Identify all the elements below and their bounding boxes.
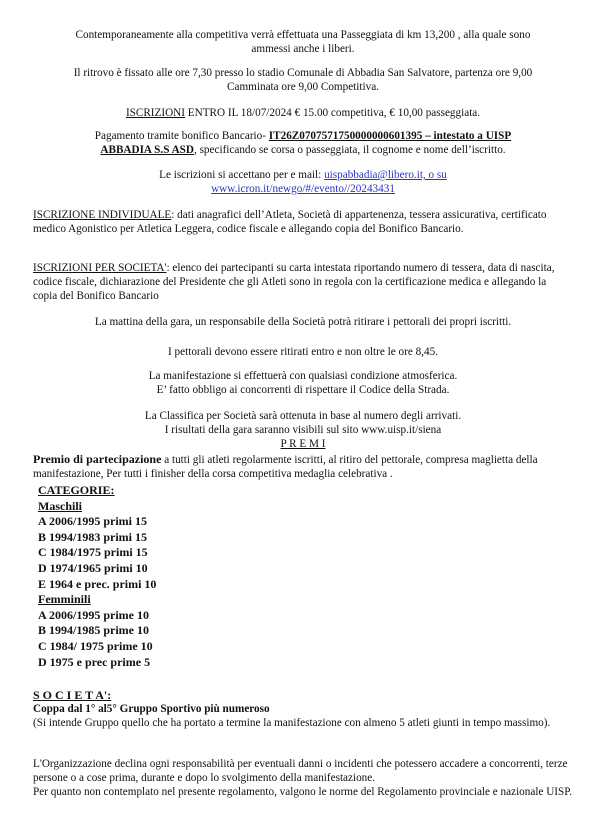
category-item: A 2006/1995 primi 15 — [38, 514, 148, 529]
categorie-list — [38, 483, 156, 670]
paragraph-regolamento: Per quanto non contemplato nel presente regolamento, valgono le norme del Regolamento provinciale e nazionale UISP. — [33, 786, 573, 798]
categorie-heading: CATEGORIE: — [38, 483, 115, 497]
category-item: A 2006/1995 prime 10 — [38, 607, 149, 622]
paragraph-ritrovo: Il ritrovo è fissato alle ore 7,30 presso lo stadio Comunale di Abbadia San Salvatore, partenza ore 9,00 Camminata ore 9,00 Competitiva. — [73, 67, 533, 93]
paragraph-contatti: Le iscrizioni si accettano per e mail: uispabbadia@libero.it, o su www.icron.it/newgo/#/evento//20243431 — [159, 169, 447, 195]
paragraph-iscrizioni-societa: ISCRIZIONI PER SOCIETA': elenco dei partecipanti su carta intestata riportando numero di tessera, data di nascita, codice fiscale, dichiarazione del Presidente che gli Atleti sono in regola con la certificazione medica e allegando la copia del Bonifico Bancario — [33, 262, 555, 302]
paragraph-iscrizione-individuale: ISCRIZIONE INDIVIDUALE: dati anagrafici dell’Atleta, Società di appartenenza, tessera assicurativa, certificato medico Agonistico per Atletica Leggera, codice fiscale e allegando copia del Bonifico Bancario. — [33, 209, 547, 235]
premi-heading: P R E M I — [280, 438, 326, 450]
category-item: C 1984/1975 primi 15 — [38, 545, 148, 560]
paragraph-responsabilita: L'Organizzazione declina ogni responsabilità per eventuali danni o incidenti che potessero accadere a concorrenti, terze persone o a cose prima, durante e dopo lo svolgimento della manifestazione. — [33, 758, 568, 784]
paragraph-iscrizioni-quote: ISCRIZIONI ENTRO IL 18/07/2024 € 15.00 competitiva, € 10,00 passeggiata. — [125, 107, 481, 119]
category-item: E 1964 e prec. primi 10 — [38, 576, 157, 591]
iscrizioni-societa-label: ISCRIZIONI PER SOCIETA' — [33, 262, 167, 274]
paragraph-premio-partecipazione: Premio di partecipazione a tutti gli atleti regolarmente iscritti, al ritiro del pettorale, compresa maglietta della manifestazione, Per tutti i finisher della corsa competitiva medaglia celebrativa . — [33, 452, 538, 480]
coppa-note: (Si intende Gruppo quello che ha portato a termine la manifestazione con almeno 5 atleti giunti in tempo massimo). — [33, 717, 551, 729]
premio-label: Premio di partecipazione — [33, 452, 162, 466]
intestatario: ABBADIA S.S ASD — [100, 144, 194, 156]
website-link[interactable]: www.icron.it/newgo/#/evento//20243431 — [211, 183, 395, 195]
maschili-heading: Maschili — [38, 498, 82, 513]
paragraph-pagamento: Pagamento tramite bonifico Bancario- IT26Z0707571750000000601395 – intestato a UISP ABBADIA S.S ASD, specificando se corsa o passeggiata, il cognome e nome dell’iscritto. — [94, 130, 512, 156]
category-item: C 1984/ 1975 prime 10 — [38, 638, 153, 653]
iban: IT26Z0707571750000000601395 – intestato a UISP — [268, 130, 512, 142]
paragraph-orario-pettorali: I pettorali devono essere ritirati entro e non oltre le ore 8,45. — [168, 346, 438, 358]
paragraph-ritiro-pettorali: La mattina della gara, un responsabile della Società potrà ritirare i pettorali dei propri iscritti. — [94, 316, 512, 328]
femminili-heading: Femminili — [38, 592, 91, 607]
paragraph-meteo-codice: La manifestazione si effettuerà con qualsiasi condizione atmosferica. E’ fatto obbligo ai concorrenti di rispettare il Codice della Strada. — [148, 370, 458, 396]
category-item: D 1975 e prec prime 5 — [38, 654, 151, 669]
iscrizioni-label: ISCRIZIONI — [125, 107, 185, 119]
societa-heading: S O C I E T A': — [33, 688, 112, 702]
category-item: B 1994/1983 primi 15 — [38, 529, 148, 544]
coppa-text: Coppa dal 1° al5° Gruppo Sportivo più numeroso — [33, 703, 270, 715]
iscrizione-individuale-label: ISCRIZIONE INDIVIDUALE — [33, 209, 172, 221]
paragraph-passeggiata: Contemporaneamente alla competitiva verrà effettuata una Passeggiata di km 13,200 , alla quale sono ammessi anche i liberi. — [75, 29, 531, 55]
category-item: B 1994/1985 prime 10 — [38, 623, 149, 638]
category-item: D 1974/1965 primi 10 — [38, 560, 148, 575]
paragraph-classifica: La Classifica per Società sarà ottenuta in base al numero degli arrivati. I risultati della gara saranno visibili sul sito www.uisp.it/siena — [144, 410, 462, 436]
societa-section — [33, 688, 573, 730]
email-link[interactable]: uispabbadia@libero.it, o su — [324, 169, 447, 181]
